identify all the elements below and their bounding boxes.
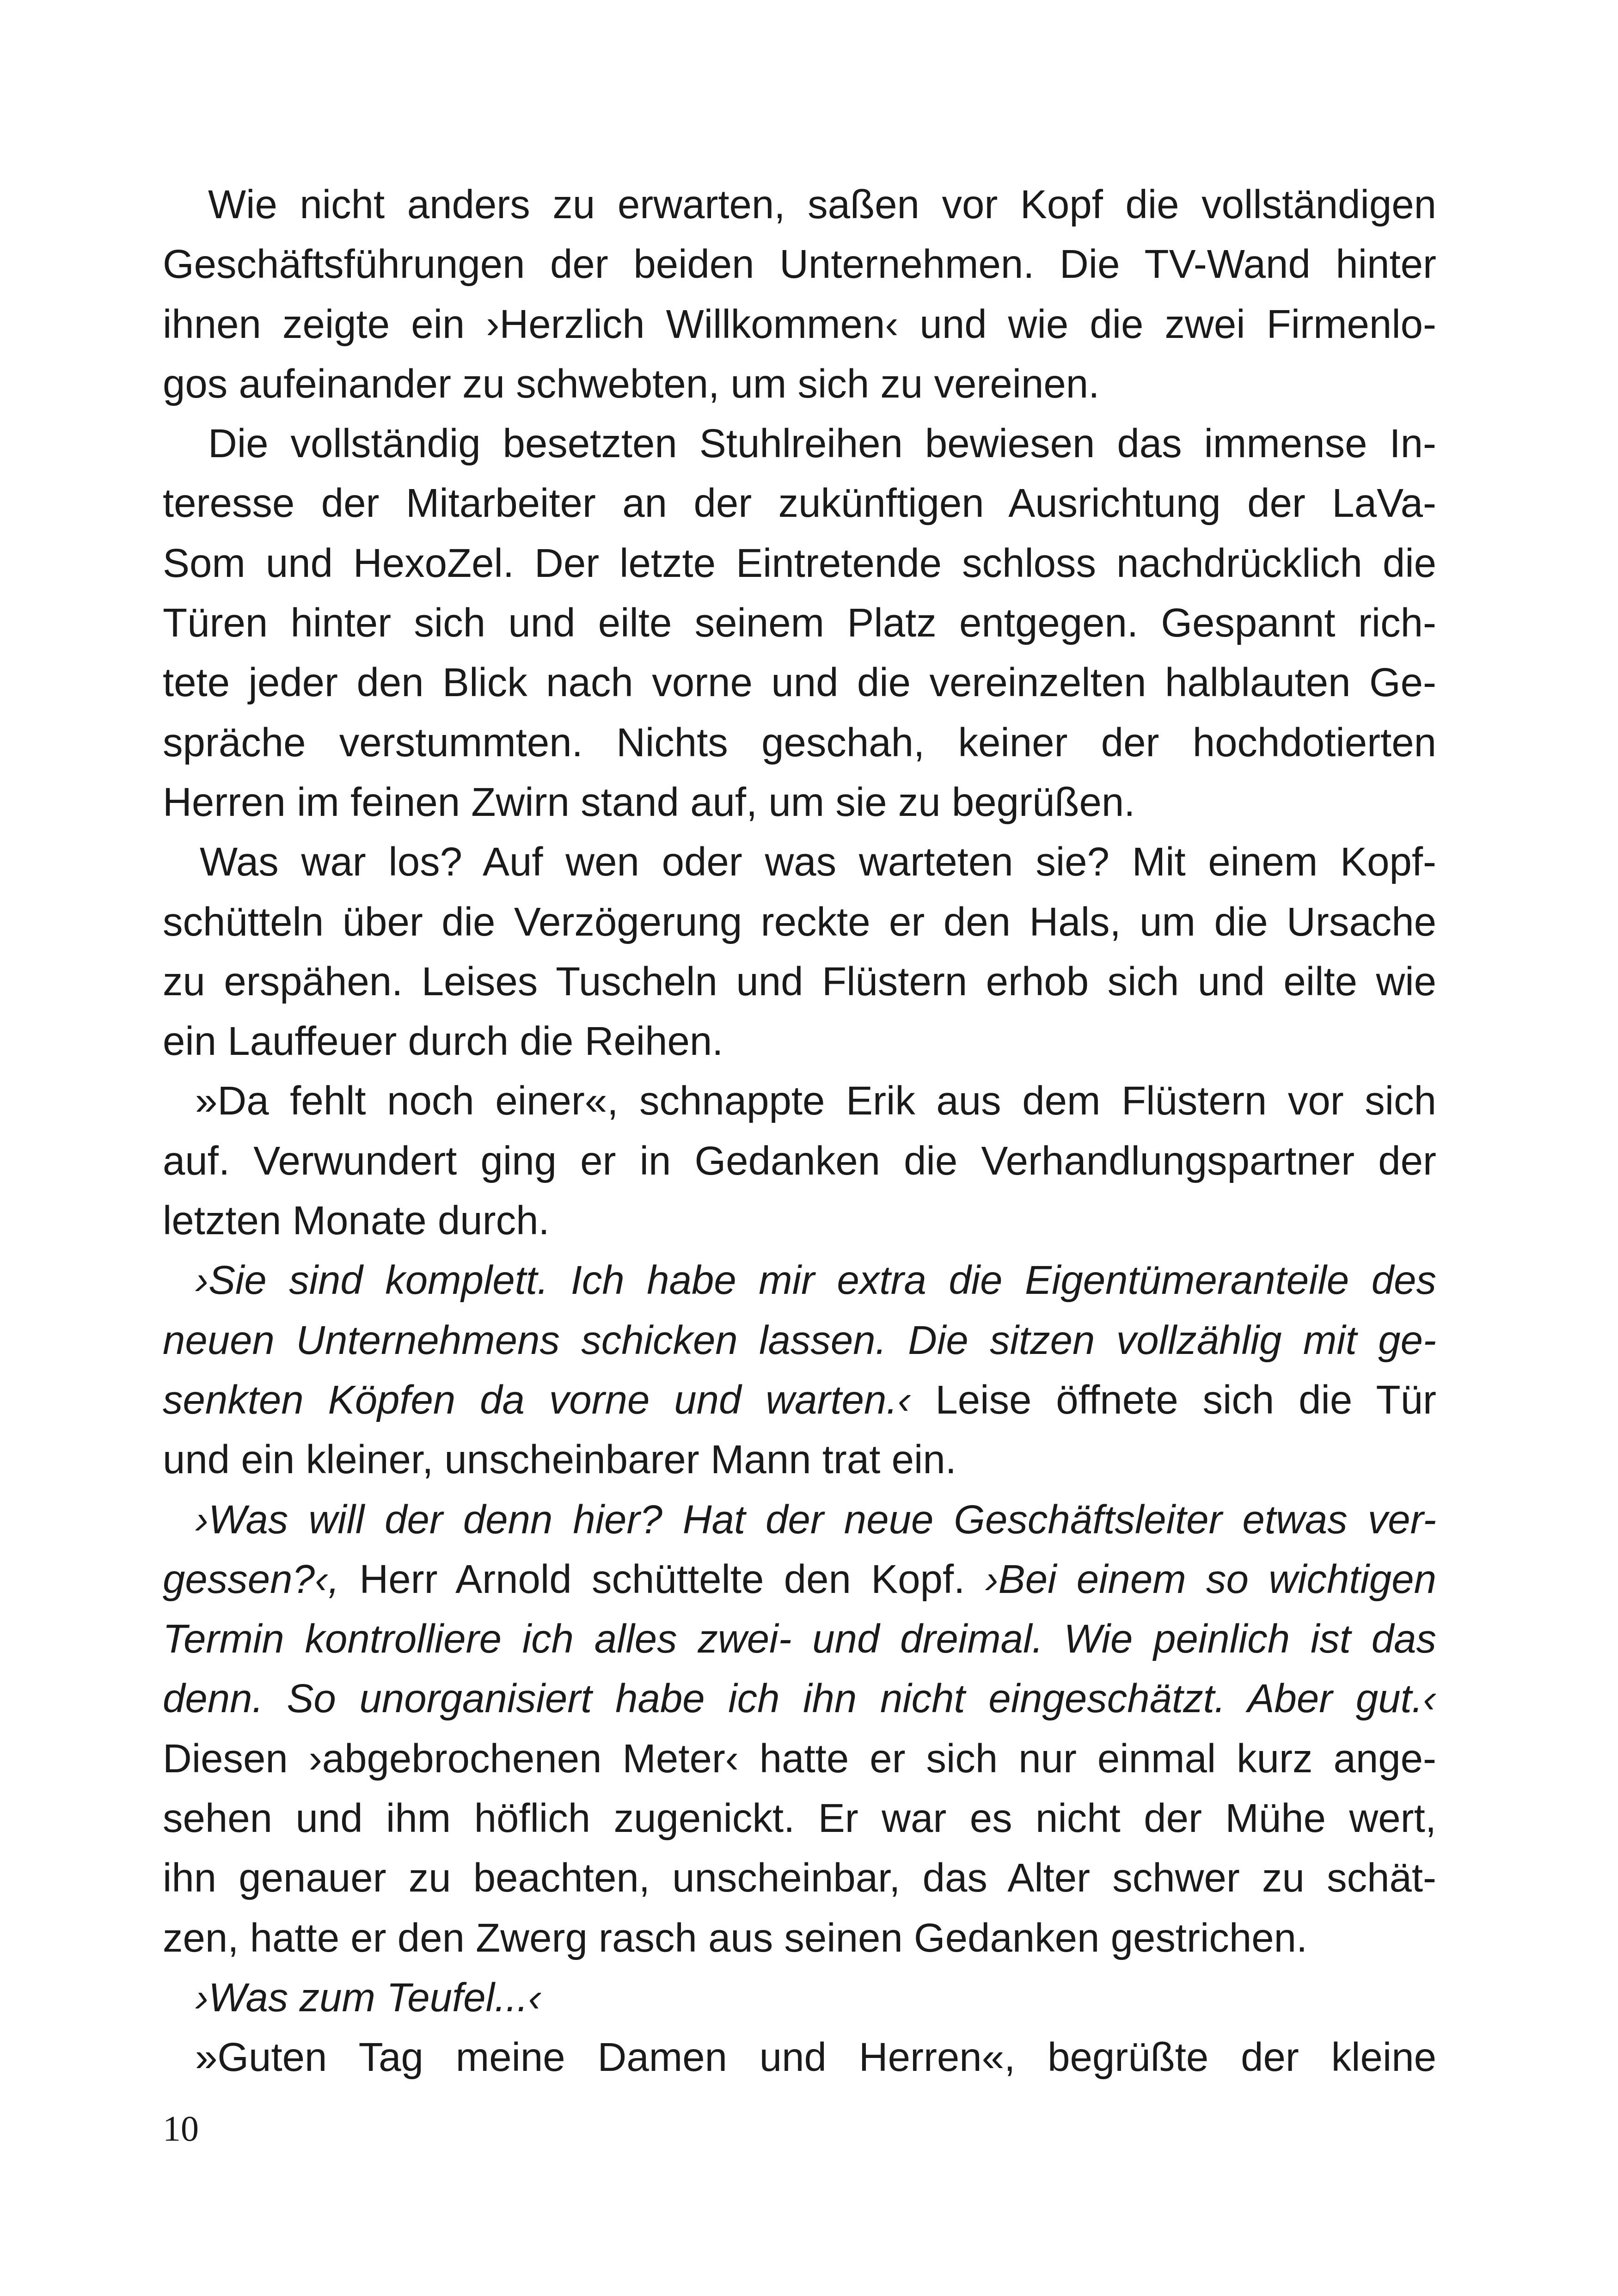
text-line: [163, 414, 1436, 473]
text-line: [163, 294, 1436, 354]
text-line: [163, 1968, 1436, 2027]
line-text: Termin kontrolliere ich alles zwei- und dreimal. Wie peinlich ist das: [163, 1616, 1436, 1662]
text-line: [163, 713, 1436, 772]
text-line: [163, 1071, 1436, 1131]
line-text: Herren im feinen Zwirn stand auf, um sie zu begrüßen.: [163, 779, 1135, 825]
text-line: [163, 832, 1436, 892]
line-text: ihnen zeigte ein ›Herzlich Willkommen‹ und wie die zwei Firmenlo-: [163, 301, 1436, 347]
line-text: zu erspähen. Leises Tuscheln und Flüstern erhob sich und eilte wie: [163, 959, 1436, 1004]
line-text: Türen hinter sich und eilte seinem Platz entgegen. Gespannt rich-: [163, 600, 1436, 646]
text-line: [163, 473, 1436, 533]
text-line: [163, 1788, 1436, 1848]
line-text: ›Was zum Teufel...‹: [195, 1975, 542, 2020]
text-line: [163, 1430, 1436, 1489]
text-line: [163, 1908, 1436, 1968]
line-text: ›Was will der denn hier? Hat der neue Geschäftsleiter etwas ver-: [195, 1497, 1436, 1542]
text-line: [163, 1011, 1436, 1071]
line-text: schütteln über die Verzögerung reckte er den Hals, um die Ursache: [163, 899, 1436, 944]
text-line: [163, 1131, 1436, 1191]
line-text: tete jeder den Blick nach vorne und die vereinzelten halblauten Ge-: [163, 660, 1436, 705]
body-text: [163, 175, 1436, 2088]
line-text: Was war los? Auf wen oder was warteten sie? Mit einem Kopf-: [200, 839, 1436, 885]
text-line: [163, 1310, 1436, 1370]
line-text: spräche verstummten. Nichts geschah, keiner der hochdotierten: [163, 720, 1436, 765]
text-line: [163, 234, 1436, 294]
line-text: und ein kleiner, unscheinbarer Mann trat ein.: [163, 1437, 956, 1482]
line-text: zen, hatte er den Zwerg rasch aus seinen Gedanken gestrichen.: [163, 1915, 1308, 1960]
line-text: ›Sie sind komplett. Ich habe mir extra die Eigentümeranteile des: [195, 1258, 1436, 1303]
text-line: [163, 354, 1436, 414]
text-line: [163, 175, 1436, 234]
page-number: 10: [163, 2108, 199, 2149]
line-text: Diesen ›abgebrochenen Meter‹ hatte er sich nur einmal kurz ange-: [163, 1736, 1436, 1781]
line-text: sehen und ihm höflich zugenickt. Er war es nicht der Mühe wert,: [163, 1796, 1436, 1841]
text-line: [163, 2027, 1436, 2087]
line-text: teresse der Mitarbeiter an der zukünftigen Ausrichtung der LaVa-: [163, 481, 1436, 526]
text-line: [163, 1191, 1436, 1250]
line-text: letzten Monate durch.: [163, 1198, 550, 1243]
text-line: [163, 653, 1436, 712]
line-italic-text: gessen?‹,: [163, 1556, 340, 1602]
text-line: [163, 1609, 1436, 1669]
line-text: Die vollständig besetzten Stuhlreihen bewiesen das immense In-: [208, 421, 1436, 466]
line-text: »Da fehlt noch einer«, schnappte Erik aus dem Flüstern vor sich: [195, 1078, 1436, 1124]
line-text: Som und HexoZel. Der letzte Eintretende schloss nachdrücklich die: [163, 540, 1436, 586]
text-line: [163, 952, 1436, 1011]
line-text: auf. Verwundert ging er in Gedanken die Verhandlungspartner der: [163, 1138, 1436, 1183]
text-line: [163, 892, 1436, 952]
line-text: ein Lauffeuer durch die Reihen.: [163, 1019, 723, 1064]
text-line: [163, 593, 1436, 653]
text-line: [163, 1848, 1436, 1908]
text-line: [163, 772, 1436, 832]
text-line: [163, 1490, 1436, 1549]
text-line: [163, 1250, 1436, 1310]
text-line: [163, 533, 1436, 593]
line-text: Geschäftsführungen der beiden Unternehmen. Die TV-Wand hinter: [163, 242, 1436, 287]
line-italic-text: ›Bei einem so wichtigen: [985, 1556, 1436, 1602]
line-text: Wie nicht anders zu erwarten, saßen vor Kopf die vollständigen: [208, 182, 1436, 227]
text-line: [163, 1729, 1436, 1788]
line-text: gos aufeinander zu schwebten, um sich zu vereinen.: [163, 361, 1100, 406]
text-line: [163, 1669, 1436, 1728]
line-italic-text: senkten Köpfen da vorne und warten.‹: [163, 1377, 911, 1422]
line-text: ihn genauer zu beachten, unscheinbar, das Alter schwer zu schät-: [163, 1855, 1436, 1901]
line-text: Herr Arnold schüttelte den Kopf.: [339, 1556, 985, 1602]
line-text: neuen Unternehmens schicken lassen. Die sitzen vollzählig mit ge-: [163, 1317, 1436, 1363]
text-line: [163, 1370, 1436, 1430]
line-text: denn. So unorganisiert habe ich ihn nicht eingeschätzt. Aber gut.‹: [163, 1676, 1436, 1721]
text-line: [163, 1549, 1436, 1609]
line-text: »Guten Tag meine Damen und Herren«, begrüßte der kleine: [195, 2035, 1436, 2080]
line-text: Leise öffnete sich die Tür: [911, 1377, 1436, 1422]
